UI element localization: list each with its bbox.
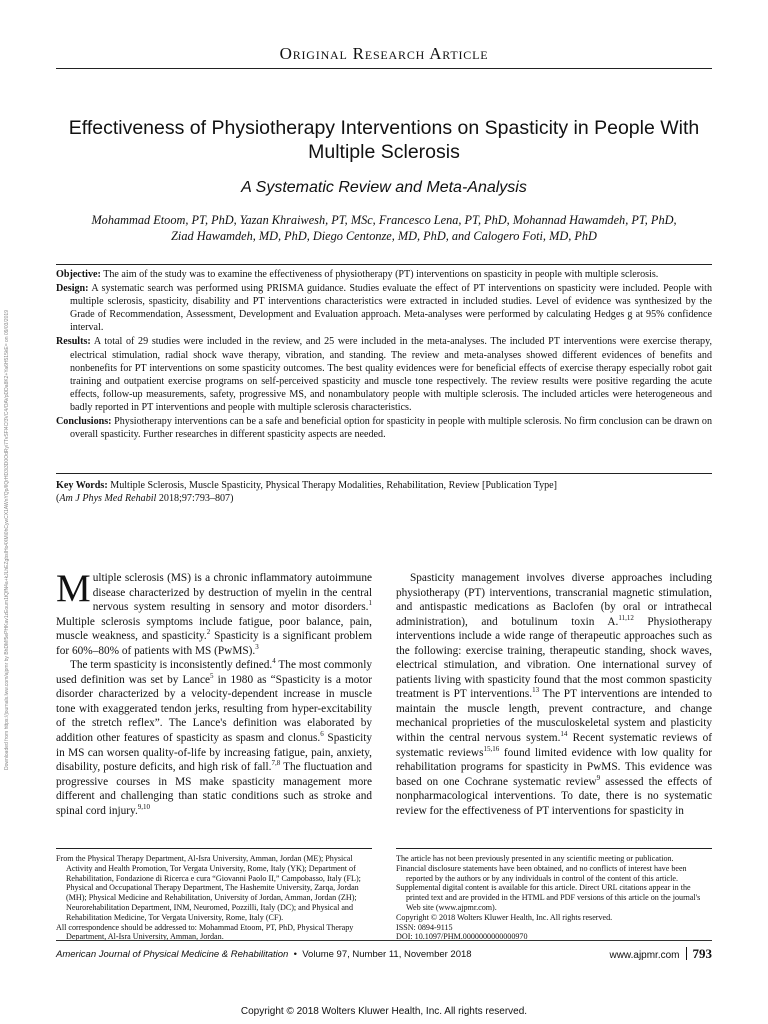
abstract-bottom-rule	[56, 473, 712, 474]
conclusions-text: Physiotherapy interventions can be a safe and beneficial option for spasticity in people with multiple sclerosis. No firm conclusion can be drawn on overall spasticity. Further researches in different spasticity aspects are needed.	[70, 416, 713, 441]
author-list	[56, 212, 712, 244]
reference-marker: 1	[368, 599, 372, 608]
affiliations: From the Physical Therapy Department, Al-Isra University, Amman, Jordan (ME); Physical Activity and Health Promotion, Tor Vergata University, Rome, Italy (YK); Department of Rehabilitation, Fondazione di Ricerca e cura “Giovanni Paolo II,” Campobasso, Italy (FL); Physical and Occupational Therapy Department, The Hashemite University, Zarqa, Jordan (MH); Physical Medicine and Rehabilitation, University of Jordan, Amman, Jordan (ZH); Neurorehabilitation Department, INM, Neuromed, Pozzilli, Italy (DC); and Physical and Rehabilitation Medicine, Tor Vergata University, Rome, Italy (CF).	[56, 854, 361, 922]
body-text: Recent systematic reviews of systematic reviews	[396, 732, 712, 759]
abstract	[56, 268, 712, 442]
copyright-line: Copyright © 2018 Wolters Kluwer Health, Inc. All rights reserved.	[240, 1006, 528, 1017]
reference-marker: 13	[532, 686, 540, 695]
reference-marker: 6	[320, 730, 324, 739]
abstract-results	[56, 335, 712, 414]
footnote-rule-left	[56, 848, 372, 849]
correspondence: All correspondence should be addressed to: Mohammad Etoom, PT, PhD, Physical Therapy Department, Al-Isra University, Amman, Jordan.	[56, 922, 354, 942]
reference-marker: 15,16	[483, 744, 500, 753]
keywords-block	[56, 479, 712, 506]
citation: (Am J Phys Med Rehabil 2018;97:793–807)	[56, 493, 234, 505]
supplemental-note: Supplemental digital content is available for this article. Direct URL citations appear in the printed text and are provided in the HTML and PDF versions of this article on the journal's Web site (www.ajpmr.com).	[396, 883, 701, 912]
body-paragraph-1	[56, 567, 372, 658]
reference-marker: 9,10	[137, 802, 151, 811]
reference-marker: 4	[272, 657, 276, 666]
article-subtitle: A Systematic Review and Meta-Analysis	[241, 179, 527, 196]
citation-details: 2018;97:793–807)	[156, 493, 234, 505]
design-label: Design:	[56, 283, 89, 295]
page-info	[609, 946, 712, 962]
reference-marker: 5	[210, 672, 214, 681]
page-number: 793	[692, 946, 712, 961]
article-title: Effectiveness of Physiotherapy Interventions on Spasticity in People With Multiple Sclerosis	[68, 117, 700, 163]
conclusions-label: Conclusions:	[56, 416, 112, 428]
objective-label: Objective:	[56, 269, 101, 280]
footnotes-left	[56, 854, 372, 942]
body-text: The fluctuation and progressive courses in MS make spasticity management more different and challenging than static conditions such as stroke and spinal cord injury.	[56, 761, 372, 817]
body-text: Spasticity management involves diverse approaches including physiotherapy (PT) interventions, transcranial magnetic stimulation, and antispastic medications as Baclofen (by oral or intrathecal administration), and botulinum toxin A.	[396, 572, 712, 628]
body-text: The most commonly used definition was set by Lance	[56, 659, 372, 686]
reference-marker: 9	[596, 773, 601, 782]
author-line-2: Ziad Hawamdeh, MD, PhD, Diego Centonze, MD, PhD, and Calogero Foti, MD, PhD	[171, 229, 597, 243]
section-label: Original Research Article	[279, 44, 489, 63]
body-text: ultiple sclerosis (MS) is a chronic inflammatory autoimmune disease characterized by destruction of myelin in the central nervous system resulting in sensory and motor disorders.	[92, 572, 372, 614]
issn: ISSN: 0894-9115	[396, 922, 453, 932]
keywords	[56, 479, 712, 492]
objective-text: The aim of the study was to examine the effectiveness of physiotherapy (PT) interventions on spasticity in people with multiple sclerosis.	[103, 269, 659, 280]
abstract-design	[56, 282, 712, 334]
keywords-label: Key Words:	[56, 480, 108, 491]
body-paragraph-2	[56, 658, 372, 818]
keywords-text: Multiple Sclerosis, Muscle Spasticity, Physical Therapy Modalities, Rehabilitation, Review [Publication Type]	[110, 480, 558, 491]
body-text: Spasticity in MS can worsen quality-of-life by increasing fatigue, pain, anxiety, disability, posture deficits, and high risk of fall.	[56, 732, 372, 774]
reference-marker: 7,8	[271, 759, 281, 768]
abstract-conclusions	[56, 415, 712, 441]
citation-journal: Am J Phys Med Rehabil	[59, 493, 157, 505]
body-text: The PT interventions are intended to maintain the muscle length, prevent contracture, and change mechanical proprieties of the musculoskeletal system and plasticity within the central nervous system.	[396, 688, 713, 745]
header-rule	[56, 68, 712, 69]
journal-issue: Volume 97, Number 11, November 2018	[302, 949, 472, 960]
footnotes-right	[396, 854, 712, 942]
author-line-1: Mohammad Etoom, PT, PhD, Yazan Khraiwesh, PT, MSc, Francesco Lena, PT, PhD, Mohannad Hawamdeh, PT, PhD,	[91, 213, 677, 227]
body-text: The term spasticity is inconsistently defined.	[70, 659, 273, 672]
download-side-note	[4, 250, 14, 770]
reference-marker: 14	[560, 730, 568, 739]
copyright-note: Copyright © 2018 Wolters Kluwer Health, Inc. All rights reserved.	[396, 912, 613, 922]
body-paragraph-3	[396, 571, 712, 818]
reference-marker: 2	[206, 628, 211, 637]
disclosure-note: Financial disclosure statements have been obtained, and no conflicts of interest have been reported by the authors or by any individuals in control of the content of this article.	[396, 863, 687, 883]
results-text: A total of 29 studies were included in the review, and 25 were included in the meta-analyses. The included PT interventions were exercise therapy, electrical stimulation, radial shock wave therapy, vibration, and standing. The review and meta-analyses showed different evidences of benefits and nonbenefits for PT interventions on some spasticity outcomes. The best quality evidences were for beneficial effects of exercise therapy especially robot gait training and outpatient exercise programs on self-perceived spasticity and muscle tone respectively. The review results were positive regarding the acute effects, follow-up measurements, safety, progressive MS, and nonambulatory people with multiple sclerosis. The included articles were heterogeneous and badly reported in PT interventions and people with multiple sclerosis characteristics.	[70, 336, 713, 413]
body-column-right	[396, 571, 712, 818]
reference-marker: 11,12	[618, 613, 634, 622]
body-text: Physiotherapy interventions include a wide range of therapeutic approaches such as the following: exercise training, therapeutic standing, shock waves, electrical stimulation, and vibration. One international survey of patients living with spasticity found that the most common spasticity treatment is PT interventions.	[396, 615, 712, 701]
journal-website: www.ajpmr.com	[609, 950, 680, 961]
reference-marker: 3	[255, 642, 259, 651]
body-text: assessed the effects of nonpharmacological interventions. To date, there is no systematic review for the effectiveness of PT interventions for spasticity in	[396, 775, 712, 817]
body-text: Spasticity is a significant problem for 60%–80% of patients with MS (PwMS).	[56, 630, 372, 657]
journal-footer: American Journal of Physical Medicine & Rehabilitation • Volume 97, Number 11, November 2018	[56, 949, 472, 960]
abstract-objective	[56, 268, 712, 281]
body-text: in 1980 as “Spasticity is a motor disorder characterized by a velocity-dependent increase in muscle tone with exaggerated tendon jerks, resulting from hyper-excitability of the stretch reflex”. The Lance's definition was elaborated by addition other features of spasticity as spasm and clonus.	[56, 673, 373, 745]
doi: DOI: 10.1097/PHM.0000000000000970	[396, 932, 528, 942]
footnote-rule-right	[396, 848, 712, 849]
abstract-top-rule	[56, 264, 712, 265]
journal-name: American Journal of Physical Medicine & Rehabilitation	[56, 949, 289, 960]
presentation-note: The article has not been previously presented in any scientific meeting or publication.	[396, 854, 674, 863]
divider	[686, 947, 687, 960]
results-label: Results:	[56, 336, 91, 348]
footer-rule	[56, 940, 712, 941]
download-side-note-text: Downloaded from https://journals.lww.com/ajpmr by BhDMf5ePHKav1zEoum1tQfN4a+kJLhEZgbsIHo4XMi0hCywCX1AWnYQp/IlQrHD3i3D0OdRyi7TvSFl4Cf3VC4/OAVpDDa8K2+Ya6H515kE= on 09/03/2019	[4, 310, 10, 770]
body-text: found limited evidence with low quality for rehabilitation programs for spasticity in PwMS. This evidence was based on one Cochrane systematic review	[396, 746, 712, 788]
design-text: A systematic search was performed using PRISMA guidance. Studies evaluate the effect of PT interventions on spasticity were included. People with multiple sclerosis, spasticity, disability and PT interventions characteristics were extracted in included studies. Level of evidence was synthesized by the Grade of Recommendation, Assessment, Development and Evaluation approach. Meta-analyses were performed by calculating Hedges g at 95% confidence interval.	[70, 283, 713, 334]
drop-cap: M	[56, 567, 91, 610]
body-text: Multiple sclerosis symptoms include fatigue, poor balance, pain, muscle weakness, and spasticity.	[56, 615, 372, 643]
body-column-left	[56, 567, 373, 818]
